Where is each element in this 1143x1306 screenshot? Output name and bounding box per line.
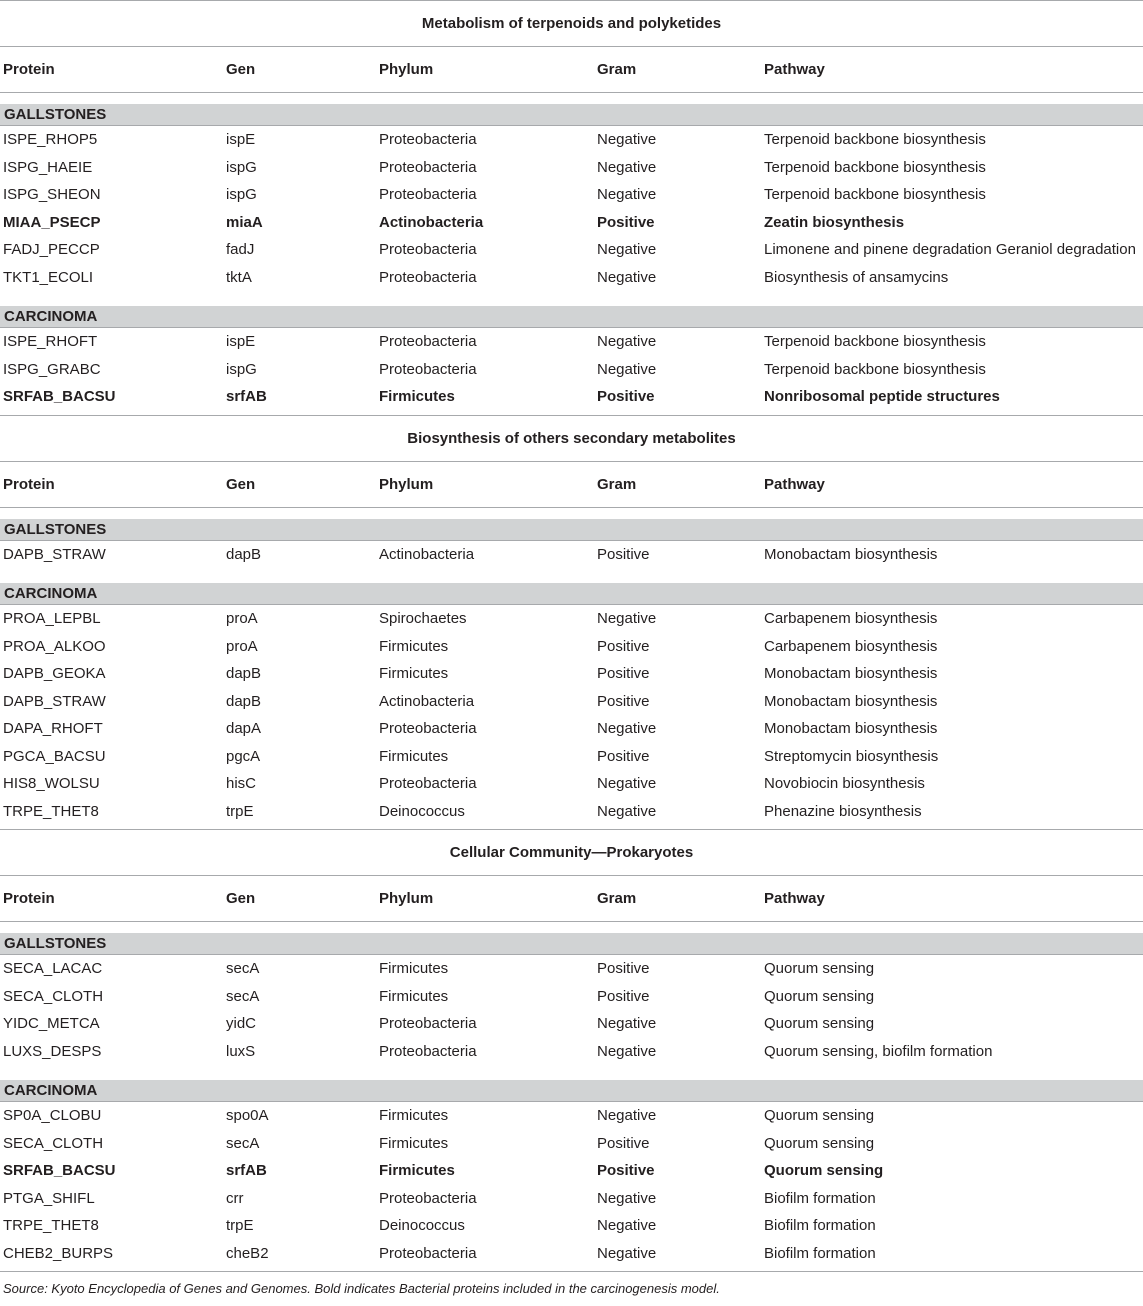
cell-pathway: Quorum sensing bbox=[764, 1107, 875, 1125]
cell-protein: ISPE_RHOP5 bbox=[3, 131, 98, 149]
cell-pathway: Quorum sensing, biofilm formation bbox=[764, 1042, 993, 1060]
cell-phylum: Firmicutes bbox=[379, 1107, 449, 1125]
cell-gram: Positive bbox=[597, 960, 650, 978]
cell-gram: Negative bbox=[597, 1042, 657, 1060]
cell-gram: Negative bbox=[597, 720, 657, 738]
column-header-protein: Protein bbox=[3, 475, 55, 493]
cell-gen: ispG bbox=[226, 360, 257, 378]
cell-protein: SRFAB_BACSU bbox=[3, 1162, 116, 1180]
table-section bbox=[0, 829, 1143, 1271]
cell-phylum: Spirochaetes bbox=[379, 610, 467, 628]
header-rule bbox=[0, 507, 1143, 508]
cell-gram: Positive bbox=[597, 213, 655, 231]
cell-pathway: Biofilm formation bbox=[764, 1189, 876, 1207]
cell-gram: Negative bbox=[597, 1015, 657, 1033]
group-label-gallstones: GALLSTONES bbox=[0, 933, 1143, 955]
cell-phylum: Firmicutes bbox=[379, 388, 455, 406]
cell-gen: fadJ bbox=[226, 241, 255, 259]
cell-protein: SRFAB_BACSU bbox=[3, 388, 116, 406]
table-row bbox=[0, 209, 1143, 237]
cell-phylum: Proteobacteria bbox=[379, 158, 477, 176]
group-rows bbox=[0, 955, 1143, 1069]
cell-gram: Positive bbox=[597, 692, 650, 710]
cell-protein: DAPB_STRAW bbox=[3, 545, 106, 563]
column-header-gram: Gram bbox=[597, 61, 637, 78]
column-header-protein: Protein bbox=[3, 61, 55, 78]
cell-pathway: Zeatin biosynthesis bbox=[764, 213, 905, 231]
table-row bbox=[0, 1010, 1143, 1038]
table-row bbox=[0, 955, 1143, 983]
cell-gen: ispE bbox=[226, 131, 256, 149]
cell-gen: trpE bbox=[226, 802, 254, 820]
cell-gen: srfAB bbox=[226, 388, 267, 406]
cell-gen: ispG bbox=[226, 186, 257, 204]
cell-gram: Negative bbox=[597, 1189, 657, 1207]
table-row bbox=[0, 126, 1143, 154]
section-title: Biosynthesis of others secondary metabolites bbox=[407, 429, 736, 447]
cell-gen: pgcA bbox=[226, 747, 261, 765]
table-row bbox=[0, 264, 1143, 292]
group-rows bbox=[0, 541, 1143, 573]
cell-pathway: Biofilm formation bbox=[764, 1244, 876, 1262]
cell-pathway: Terpenoid backbone biosynthesis bbox=[764, 158, 986, 176]
cell-gen: tktA bbox=[226, 268, 252, 286]
cell-pathway: Biosynthesis of ansamycins bbox=[764, 268, 949, 286]
cell-phylum: Firmicutes bbox=[379, 1162, 455, 1180]
cell-protein: SECA_LACAC bbox=[3, 960, 103, 978]
cell-gen: cheB2 bbox=[226, 1244, 269, 1262]
cell-gen: ispG bbox=[226, 158, 257, 176]
cell-protein: SECA_CLOTH bbox=[3, 987, 104, 1005]
cell-gen: srfAB bbox=[226, 1162, 267, 1180]
cell-protein: DAPA_RHOFT bbox=[3, 720, 103, 738]
table-row bbox=[0, 154, 1143, 182]
cell-protein: SECA_CLOTH bbox=[3, 1134, 104, 1152]
cell-gram: Positive bbox=[597, 665, 650, 683]
table-row bbox=[0, 1130, 1143, 1158]
cell-protein: TRPE_THET8 bbox=[3, 802, 99, 820]
column-header-phylum: Phylum bbox=[379, 890, 434, 907]
header-rule bbox=[0, 921, 1143, 922]
cell-phylum: Firmicutes bbox=[379, 1134, 449, 1152]
cell-gram: Negative bbox=[597, 268, 657, 286]
cell-protein: FADJ_PECCP bbox=[3, 241, 100, 259]
table-row bbox=[0, 983, 1143, 1011]
cell-protein: PGCA_BACSU bbox=[3, 747, 106, 765]
column-header-gen: Gen bbox=[226, 890, 256, 907]
cell-protein: PROA_LEPBL bbox=[3, 610, 101, 628]
table-row bbox=[0, 798, 1143, 826]
table-row bbox=[0, 633, 1143, 661]
cell-gram: Positive bbox=[597, 987, 650, 1005]
cell-phylum: Firmicutes bbox=[379, 665, 449, 683]
cell-phylum: Deinococcus bbox=[379, 1217, 465, 1235]
column-header-pathway: Pathway bbox=[764, 475, 825, 493]
table-row bbox=[0, 1038, 1143, 1066]
section-title: Metabolism of terpenoids and polyketides bbox=[421, 15, 722, 32]
cell-pathway: Terpenoid backbone biosynthesis bbox=[764, 333, 986, 351]
cell-protein: ISPG_GRABC bbox=[3, 360, 101, 378]
column-header-row bbox=[0, 876, 1143, 921]
cell-phylum: Proteobacteria bbox=[379, 186, 477, 204]
column-header-gen: Gen bbox=[226, 475, 256, 493]
cell-gen: secA bbox=[226, 960, 260, 978]
cell-phylum: Firmicutes bbox=[379, 747, 449, 765]
cell-pathway: Nonribosomal peptide structures bbox=[764, 388, 1000, 406]
cell-phylum: Actinobacteria bbox=[379, 213, 484, 231]
cell-pathway: Carbapenem biosynthesis bbox=[764, 637, 938, 655]
cell-pathway: Terpenoid backbone biosynthesis bbox=[764, 186, 986, 204]
cell-gen: ispE bbox=[226, 333, 256, 351]
cell-gen: luxS bbox=[226, 1042, 256, 1060]
cell-protein: YIDC_METCA bbox=[3, 1015, 100, 1033]
cell-protein: ISPE_RHOFT bbox=[3, 333, 98, 351]
cell-gen: dapA bbox=[226, 720, 262, 738]
table-row bbox=[0, 1157, 1143, 1185]
cell-gen: crr bbox=[226, 1189, 244, 1207]
group-label-gallstones: GALLSTONES bbox=[0, 104, 1143, 126]
cell-gram: Positive bbox=[597, 1134, 650, 1152]
cell-pathway: Quorum sensing bbox=[764, 1015, 875, 1033]
cell-protein: ISPG_SHEON bbox=[3, 186, 101, 204]
cell-gen: hisC bbox=[226, 775, 257, 793]
cell-pathway: Carbapenem biosynthesis bbox=[764, 610, 938, 628]
cell-gen: dapB bbox=[226, 692, 262, 710]
cell-pathway: Monobactam biosynthesis bbox=[764, 545, 938, 563]
cell-pathway: Phenazine biosynthesis bbox=[764, 802, 922, 820]
group-label-carcinoma: CARCINOMA bbox=[0, 1080, 1143, 1102]
cell-gen: yidC bbox=[226, 1015, 257, 1033]
cell-gram: Negative bbox=[597, 1107, 657, 1125]
group-rows bbox=[0, 1102, 1143, 1271]
table-row bbox=[0, 356, 1143, 384]
cell-phylum: Proteobacteria bbox=[379, 333, 477, 351]
cell-gram: Negative bbox=[597, 131, 657, 149]
table-row bbox=[0, 1185, 1143, 1213]
table-row bbox=[0, 660, 1143, 688]
cell-gram: Positive bbox=[597, 637, 650, 655]
table-row bbox=[0, 715, 1143, 743]
table-row bbox=[0, 236, 1143, 264]
column-header-phylum: Phylum bbox=[379, 61, 434, 78]
cell-pathway: Novobiocin biosynthesis bbox=[764, 775, 925, 793]
cell-protein: HIS8_WOLSU bbox=[3, 775, 100, 793]
cell-gram: Negative bbox=[597, 186, 657, 204]
cell-pathway: Quorum sensing bbox=[764, 1162, 884, 1180]
column-header-row bbox=[0, 462, 1143, 507]
cell-protein: PTGA_SHIFL bbox=[3, 1189, 95, 1207]
column-header-gram: Gram bbox=[597, 890, 637, 907]
cell-phylum: Proteobacteria bbox=[379, 1189, 477, 1207]
cell-phylum: Actinobacteria bbox=[379, 545, 475, 563]
cell-gram: Negative bbox=[597, 158, 657, 176]
cell-gen: dapB bbox=[226, 545, 262, 563]
cell-gen: spo0A bbox=[226, 1107, 269, 1125]
cell-gram: Negative bbox=[597, 241, 657, 259]
cell-pathway: Quorum sensing bbox=[764, 960, 875, 978]
cell-gram: Positive bbox=[597, 1162, 655, 1180]
table-row bbox=[0, 688, 1143, 716]
cell-pathway: Quorum sensing bbox=[764, 987, 875, 1005]
cell-pathway: Monobactam biosynthesis bbox=[764, 665, 938, 683]
cell-gen: secA bbox=[226, 1134, 260, 1152]
table-row bbox=[0, 605, 1143, 633]
cell-protein: SP0A_CLOBU bbox=[3, 1107, 102, 1125]
table-row bbox=[0, 743, 1143, 771]
group-rows bbox=[0, 126, 1143, 295]
cell-gram: Negative bbox=[597, 802, 657, 820]
group-label-carcinoma: CARCINOMA bbox=[0, 306, 1143, 328]
table-row bbox=[0, 1212, 1143, 1240]
header-rule bbox=[0, 92, 1143, 93]
cell-phylum: Proteobacteria bbox=[379, 1015, 477, 1033]
cell-pathway: Streptomycin biosynthesis bbox=[764, 747, 939, 765]
cell-gram: Positive bbox=[597, 388, 655, 406]
section-title: Cellular Community—Prokaryotes bbox=[449, 844, 694, 861]
cell-phylum: Proteobacteria bbox=[379, 131, 477, 149]
cell-gram: Negative bbox=[597, 610, 657, 628]
cell-gen: proA bbox=[226, 610, 258, 628]
cell-phylum: Proteobacteria bbox=[379, 775, 477, 793]
table-row bbox=[0, 1102, 1143, 1130]
cell-gen: proA bbox=[226, 637, 258, 655]
table-row bbox=[0, 1240, 1143, 1268]
table-footnote: Source: Kyoto Encyclopedia of Genes and Genomes. Bold indicates Bacterial proteins included in the carcinogenesis model. bbox=[3, 1281, 720, 1296]
cell-phylum: Proteobacteria bbox=[379, 1042, 477, 1060]
cell-protein: PROA_ALKOO bbox=[3, 637, 106, 655]
cell-phylum: Firmicutes bbox=[379, 637, 449, 655]
cell-gram: Negative bbox=[597, 775, 657, 793]
table-row bbox=[0, 383, 1143, 411]
cell-pathway: Monobactam biosynthesis bbox=[764, 720, 938, 738]
column-header-pathway: Pathway bbox=[764, 61, 825, 78]
cell-gram: Negative bbox=[597, 333, 657, 351]
cell-gen: trpE bbox=[226, 1217, 254, 1235]
table-section bbox=[0, 415, 1143, 830]
cell-gram: Negative bbox=[597, 1217, 657, 1235]
cell-protein: TRPE_THET8 bbox=[3, 1217, 99, 1235]
column-header-gram: Gram bbox=[597, 475, 637, 493]
cell-pathway: Quorum sensing bbox=[764, 1134, 875, 1152]
cell-gram: Negative bbox=[597, 1244, 657, 1262]
cell-phylum: Deinococcus bbox=[379, 802, 465, 820]
cell-phylum: Proteobacteria bbox=[379, 268, 477, 286]
column-header-row bbox=[0, 47, 1143, 92]
table-row bbox=[0, 541, 1143, 569]
cell-phylum: Proteobacteria bbox=[379, 360, 477, 378]
table-row bbox=[0, 181, 1143, 209]
cell-phylum: Proteobacteria bbox=[379, 241, 477, 259]
cell-pathway: Terpenoid backbone biosynthesis bbox=[764, 360, 986, 378]
table-row bbox=[0, 770, 1143, 798]
cell-protein: TKT1_ECOLI bbox=[3, 268, 94, 286]
cell-phylum: Actinobacteria bbox=[379, 692, 475, 710]
group-label-gallstones: GALLSTONES bbox=[0, 519, 1143, 541]
group-rows bbox=[0, 328, 1143, 415]
cell-protein: DAPB_GEOKA bbox=[3, 665, 106, 683]
table-section bbox=[0, 1, 1143, 415]
cell-gen: dapB bbox=[226, 665, 262, 683]
cell-protein: MIAA_PSECP bbox=[3, 213, 101, 231]
column-header-pathway: Pathway bbox=[764, 890, 825, 907]
cell-phylum: Proteobacteria bbox=[379, 720, 477, 738]
cell-phylum: Firmicutes bbox=[379, 987, 449, 1005]
cell-gen: secA bbox=[226, 987, 260, 1005]
cell-gram: Negative bbox=[597, 360, 657, 378]
cell-phylum: Firmicutes bbox=[379, 960, 449, 978]
cell-protein: ISPG_HAEIE bbox=[3, 158, 93, 176]
cell-gen: miaA bbox=[226, 213, 263, 231]
cell-protein: CHEB2_BURPS bbox=[3, 1244, 114, 1262]
group-label-carcinoma: CARCINOMA bbox=[0, 583, 1143, 605]
column-header-protein: Protein bbox=[3, 890, 55, 907]
table-sections bbox=[0, 1, 1143, 1271]
cell-phylum: Proteobacteria bbox=[379, 1244, 477, 1262]
cell-protein: DAPB_STRAW bbox=[3, 692, 106, 710]
cell-pathway: Monobactam biosynthesis bbox=[764, 692, 938, 710]
table-row bbox=[0, 328, 1143, 356]
group-rows bbox=[0, 605, 1143, 829]
cell-pathway: Limonene and pinene degradation Geraniol degradation bbox=[764, 241, 1136, 259]
column-header-gen: Gen bbox=[226, 61, 256, 78]
cell-gram: Positive bbox=[597, 545, 650, 563]
column-header-phylum: Phylum bbox=[379, 475, 434, 493]
cell-pathway: Terpenoid backbone biosynthesis bbox=[764, 131, 986, 149]
cell-gram: Positive bbox=[597, 747, 650, 765]
cell-pathway: Biofilm formation bbox=[764, 1217, 876, 1235]
cell-protein: LUXS_DESPS bbox=[3, 1042, 102, 1060]
